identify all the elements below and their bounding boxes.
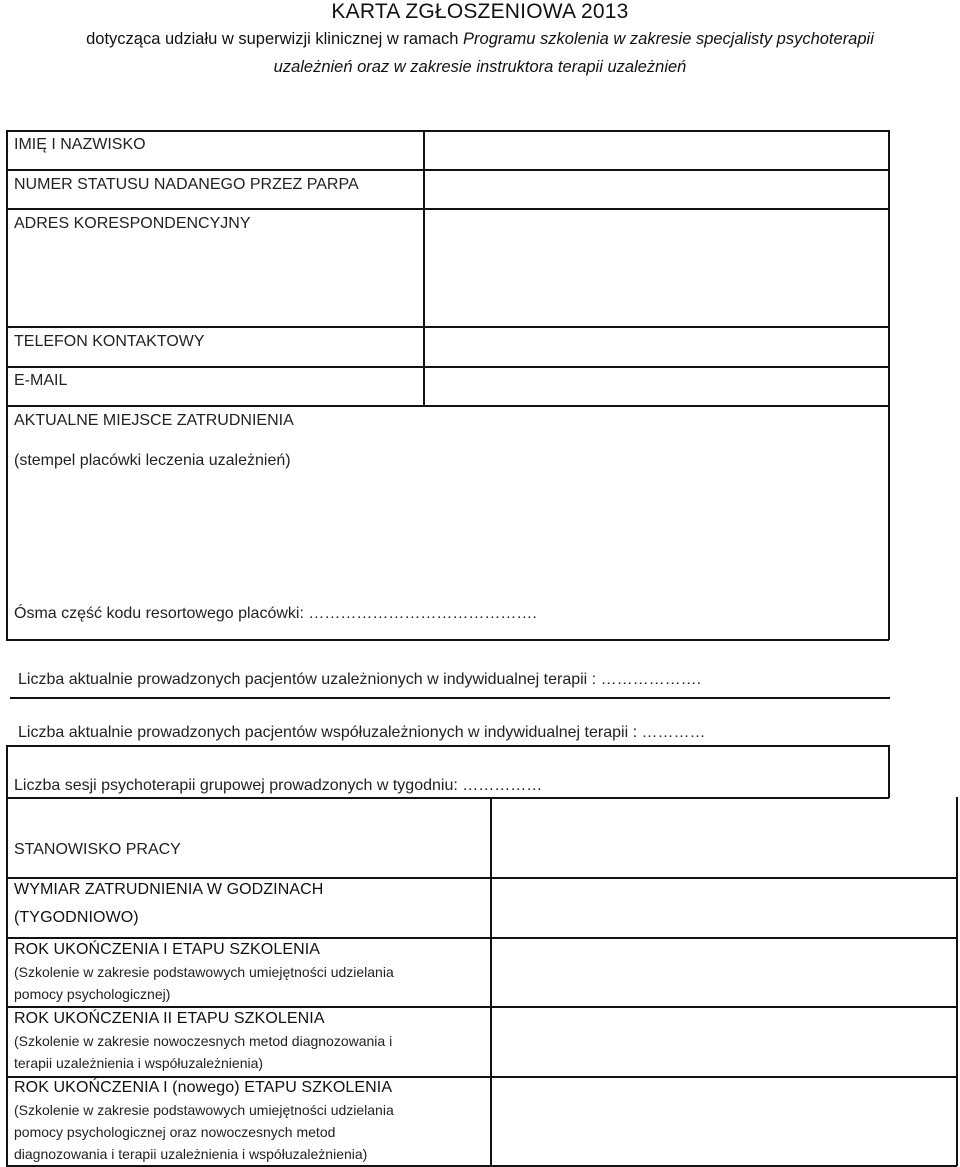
address-field[interactable] <box>426 210 887 325</box>
subtitle-plain-text: dotycząca udziału w superwizji klinicznej w ramach <box>86 30 464 48</box>
working-hours-weekly-label: (TYGODNIOWO) <box>14 909 139 926</box>
working-hours-field[interactable] <box>493 879 955 936</box>
facility-code-label: Ósma część kodu resortowego placówki: ……………………………………. <box>14 605 537 622</box>
phone-label: TELEFON KONTAKTOWY <box>14 333 205 350</box>
full-name-label: IMIĘ I NAZWISKO <box>14 136 146 153</box>
position-field[interactable] <box>493 799 955 876</box>
row-divider <box>6 745 889 747</box>
address-label: ADRES KORESPONDENCYJNY <box>14 215 251 232</box>
stage2-year-label: ROK UKOŃCZENIA II ETAPU SZKOLENIA <box>14 1010 325 1027</box>
stage1-year-label: ROK UKOŃCZENIA I ETAPU SZKOLENIA <box>14 941 321 958</box>
table1-column-divider <box>423 130 425 406</box>
subtitle-program-name: Programu szkolenia w zakresie specjalisty psychoterapii <box>463 30 874 48</box>
row-right-border <box>888 745 890 798</box>
stage1-description: (Szkolenie w zakresie podstawowych umiejętności udzielania <box>14 964 394 980</box>
row-left-border <box>6 745 8 798</box>
stamp-note: (stempel placówki leczenia uzależnień) <box>14 452 291 469</box>
stage1-new-year-label: ROK UKOŃCZENIA I (nowego) ETAPU SZKOLENIA <box>14 1079 393 1096</box>
group-sessions-label: Liczba sesji psychoterapii grupowej prowadzonych w tygodniu: …………… <box>14 777 543 794</box>
parpa-number-field[interactable] <box>426 171 887 207</box>
addicted-patients-label: Liczba aktualnie prowadzonych pacjentów uzależnionych w indywidualnej terapii : ………………. <box>18 671 702 688</box>
form-title: KARTA ZGŁOSZENIOWA 2013 <box>331 0 629 23</box>
table3-right-border <box>956 797 958 1166</box>
working-hours-label: WYMIAR ZATRUDNIENIA W GODZINACH <box>14 881 324 898</box>
form-subtitle-line1 <box>0 30 960 49</box>
phone-field[interactable] <box>426 328 887 365</box>
table3-bottom-border <box>6 1165 957 1167</box>
stage1-new-description-end: diagnozowania i terapii uzależnienia i współuzależnienia) <box>14 1146 368 1162</box>
stage1-year-field[interactable] <box>493 939 955 1005</box>
stage1-description-cont: pomocy psychologicznej) <box>14 986 171 1002</box>
stage1-new-year-field[interactable] <box>493 1078 955 1164</box>
workplace-label: AKTUALNE MIEJSCE ZATRUDNIENIA <box>14 412 294 429</box>
full-name-field[interactable] <box>426 132 887 168</box>
coaddicted-patients-label: Liczba aktualnie prowadzonych pacjentów współuzależnionych w indywidualnej terapii : ………… <box>18 724 706 741</box>
form-subtitle-line2: uzależnień oraz w zakresie instruktora terapii uzależnień <box>273 58 687 76</box>
table3-column-divider <box>490 797 492 1166</box>
email-field[interactable] <box>426 368 887 404</box>
table1-right-border <box>888 130 890 640</box>
row-divider <box>10 697 890 699</box>
position-label: STANOWISKO PRACY <box>14 841 181 858</box>
stage1-new-description: (Szkolenie w zakresie podstawowych umiejętności udzielania <box>14 1102 394 1118</box>
stage1-new-description-cont: pomocy psychologicznej oraz nowoczesnych metod <box>14 1124 336 1140</box>
email-label: E-MAIL <box>14 372 68 389</box>
stage2-description: (Szkolenie w zakresie nowoczesnych metod diagnozowania i <box>14 1033 393 1049</box>
table3-left-border <box>6 797 8 1166</box>
parpa-number-label: NUMER STATUSU NADANEGO PRZEZ PARPA <box>14 176 359 193</box>
table1-bottom-border <box>6 639 889 641</box>
stage2-description-cont: terapii uzależnienia i współuzależnienia) <box>14 1055 264 1071</box>
stage2-year-field[interactable] <box>493 1008 955 1075</box>
